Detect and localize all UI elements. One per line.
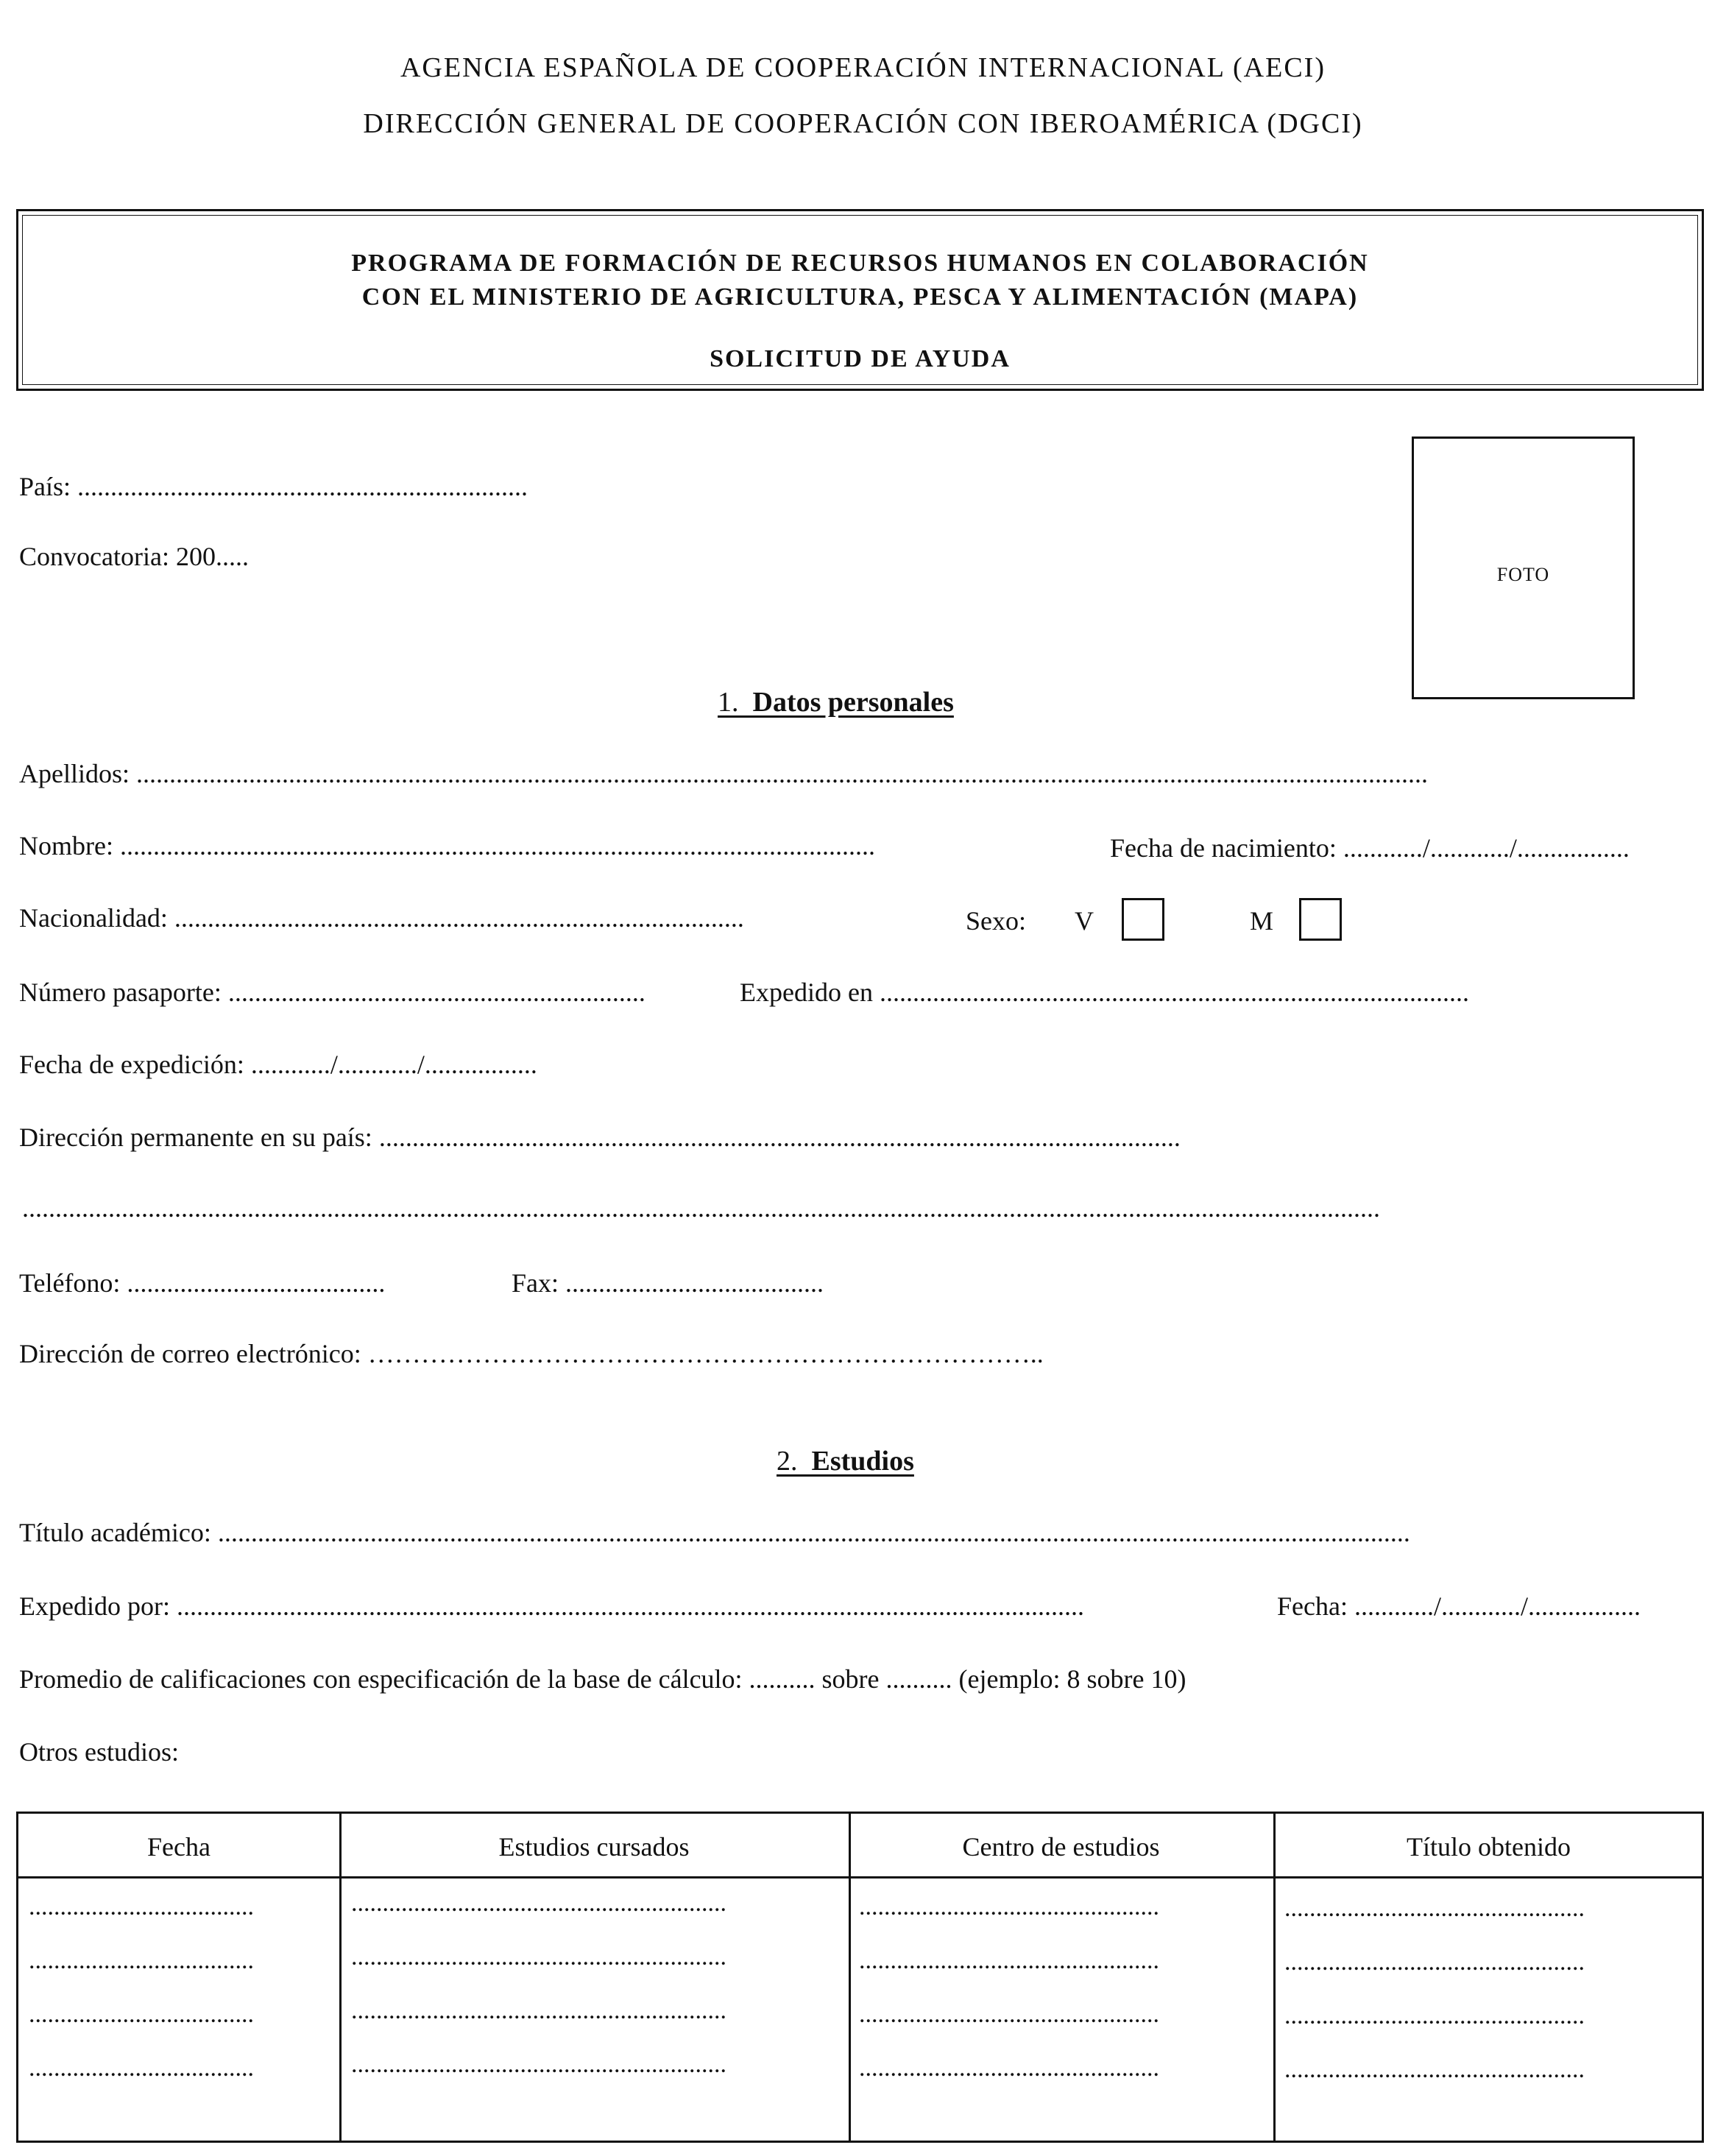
table-cell[interactable]: ................................................: [1284, 2056, 1585, 2083]
correo-field[interactable]: Dirección de correo electrónico: …………………………………………………………………..: [19, 1339, 1044, 1368]
column-header-estudios: Estudios cursados: [498, 1832, 690, 1862]
table-cell[interactable]: ............................................................: [351, 2051, 726, 2078]
column-header-centro: Centro de estudios: [962, 1832, 1160, 1862]
nacionalidad-field[interactable]: Nacionalidad: ......................................................................................: [19, 903, 744, 933]
program-title-line1: PROGRAMA DE FORMACIÓN DE RECURSOS HUMANOS EN COLABORACIÓN: [351, 250, 1369, 277]
section-2-number: 2.: [777, 1446, 798, 1477]
table-cell[interactable]: ................................................: [1284, 1948, 1585, 1976]
table-cell[interactable]: ................................................: [1284, 2002, 1585, 2029]
pasaporte-field[interactable]: Número pasaporte: ...............................................................: [19, 978, 646, 1007]
program-title-line2: CON EL MINISTERIO DE AGRICULTURA, PESCA Y ALIMENTACIÓN (MAPA): [361, 283, 1359, 311]
sexo-v-label: V: [1075, 906, 1094, 936]
photo-label: FOTO: [1496, 564, 1550, 585]
table-cell[interactable]: ................................................: [1284, 1895, 1585, 1922]
table-divider: [339, 1814, 342, 2141]
table-cell[interactable]: ............................................................: [351, 1890, 726, 1917]
table-cell[interactable]: ....................................: [29, 1947, 254, 1974]
fecha-nacimiento-field[interactable]: Fecha de nacimiento: ............/............/.................: [1110, 833, 1630, 863]
nombre-field[interactable]: Nombre: ..................................................................................................................: [19, 831, 875, 860]
pais-field[interactable]: País: ....................................................................: [19, 472, 528, 501]
column-header-fecha: Fecha: [147, 1832, 211, 1862]
promedio-field[interactable]: Promedio de calificaciones con especificación de la base de cálculo: .......... sobre .......... (ejemplo: 8 sobre 10): [19, 1664, 1186, 1694]
apellidos-field[interactable]: Apellidos: ...................................................................................................................................................................................................: [19, 759, 1428, 788]
section-1-number: 1.: [718, 687, 739, 718]
direccion-field[interactable]: Dirección permanente en su país: .........................................................................................................................: [19, 1123, 1181, 1152]
section-1-heading: [718, 686, 954, 718]
table-cell[interactable]: ....................................: [29, 2001, 254, 2028]
table-divider: [849, 1814, 851, 2141]
table-divider: [1273, 1814, 1276, 2141]
convocatoria-field[interactable]: Convocatoria: 200.....: [19, 542, 249, 571]
column-header-titulo: Título obtenido: [1407, 1832, 1571, 1862]
agency-header-line1: AGENCIA ESPAÑOLA DE COOPERACIÓN INTERNACIONAL (AECI): [400, 52, 1326, 83]
form-title: SOLICITUD DE AYUDA: [710, 345, 1011, 372]
table-cell[interactable]: ................................................: [859, 2054, 1159, 2082]
table-cell[interactable]: ....................................: [29, 2054, 254, 2082]
direccion-continuation-field[interactable]: .............................................................................................................................................................................................................: [22, 1193, 1380, 1223]
table-cell[interactable]: ................................................: [859, 2001, 1159, 2028]
expedido-en-field[interactable]: Expedido en .........................................................................................: [740, 978, 1469, 1007]
section-1-title: Datos personales: [752, 687, 954, 718]
fecha-expedicion-field[interactable]: Fecha de expedición: ............/............/.................: [19, 1050, 537, 1079]
agency-header-line2: DIRECCIÓN GENERAL DE COOPERACIÓN CON IBEROAMÉRICA (DGCI): [363, 108, 1363, 139]
fax-field[interactable]: Fax: .......................................: [512, 1268, 824, 1298]
program-title-box: [16, 209, 1704, 391]
expedido-por-field[interactable]: Expedido por: .........................................................................................................................................: [19, 1591, 1084, 1621]
sexo-v-checkbox[interactable]: [1122, 898, 1164, 941]
table-cell[interactable]: ................................................: [859, 1893, 1159, 1920]
sexo-label: Sexo:: [966, 906, 1027, 936]
section-2-heading: [777, 1445, 914, 1477]
otros-estudios-table: [16, 1812, 1704, 2143]
sexo-m-checkbox[interactable]: [1299, 898, 1342, 941]
section-2-title: Estudios: [811, 1446, 914, 1477]
titulo-academico-field[interactable]: Título académico: ....................................................................................................................................................................................: [19, 1518, 1410, 1547]
telefono-field[interactable]: Teléfono: .......................................: [19, 1268, 386, 1298]
table-cell[interactable]: ................................................: [859, 1947, 1159, 1974]
photo-box[interactable]: [1412, 436, 1635, 699]
fecha-titulo-field[interactable]: Fecha: ............/............/.................: [1277, 1591, 1641, 1621]
sexo-m-label: M: [1250, 906, 1274, 936]
otros-estudios-label: Otros estudios:: [19, 1737, 180, 1767]
table-cell[interactable]: ............................................................: [351, 1997, 726, 2024]
table-cell[interactable]: ....................................: [29, 1893, 254, 1920]
table-header-rule: [18, 1876, 1702, 1878]
table-cell[interactable]: ............................................................: [351, 1943, 726, 1971]
